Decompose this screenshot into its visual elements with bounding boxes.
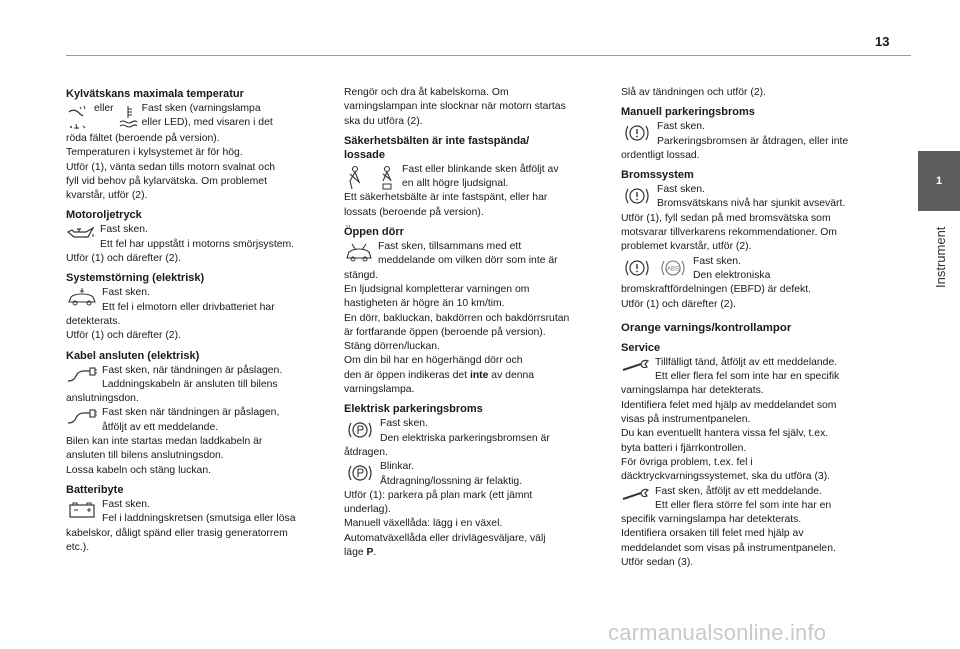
open-door-icon (344, 242, 374, 264)
text-line: en allt högre ljudsignal. (402, 178, 509, 190)
heading-coolant-temp: Kylvätskans maximala temperatur (66, 88, 244, 100)
seat-belt-rear-icon (376, 165, 398, 191)
text-line: Fel i laddningskretsen (smutsiga eller lösa (102, 513, 296, 525)
heading-brake-system: Bromssystem (621, 169, 694, 182)
heading-open-door: Öppen dörr (344, 226, 404, 239)
text-line: röda fältet (beroende på version). (66, 133, 220, 144)
text-line: Slå av tändningen och utför (2). (621, 87, 766, 98)
oil-can-icon (66, 225, 96, 241)
text-line: Fast sken, när tändningen är påslagen. (102, 364, 283, 376)
text-line: Fast sken. (102, 287, 150, 299)
chapter-label: Instrument (933, 226, 948, 289)
text-line: ska du utföra (2). (344, 115, 423, 127)
text-line: åtföljt av ett meddelande. (102, 421, 219, 433)
heading-electric-parking-brake: Elektrisk parkeringsbroms (344, 403, 483, 416)
seat-belt-icon (344, 165, 366, 191)
text-line: Fast sken. (657, 121, 705, 133)
text-line: etc.). (66, 541, 90, 553)
text-line: Den elektriska parkeringsbromsen är (380, 432, 550, 444)
text-line: meddelandet som visas på instrumentpanelen. (621, 542, 836, 554)
parking-brake-icon (344, 462, 376, 484)
text-line: För övriga problem, t.ex. fel i (621, 456, 753, 468)
text-line: Stäng dörren/luckan. (344, 341, 440, 353)
text-line: specifik varningslampa har detekterats. (621, 514, 802, 526)
text-line: Fast sken, tillsammans med ett (378, 241, 522, 253)
text-line: Ett säkerhetsbälte är inte fastspänt, eller har (344, 192, 548, 204)
heading-line: lossade (344, 148, 385, 161)
text-line: Åtdragning/lossning är felaktig. (380, 475, 523, 487)
chapter-tab-number: 1 (935, 175, 943, 187)
text-line: är fortfarande öppen (beroende på version). (344, 326, 546, 338)
text-line: Parkeringsbromsen är åtdragen, eller inte (657, 135, 849, 147)
text-line: Ett fel har uppstått i motorns smörjsystem. (100, 238, 295, 250)
text-line: fyll vid behov på kylarvätska. Om problemet (66, 175, 267, 187)
text-line: Tillfälligt tänd, åtföljt av ett meddelande. (655, 356, 838, 368)
text-line: varningslampan inte slocknar när motorn startas (344, 101, 566, 113)
text-line: ordentligt lossad. (621, 149, 700, 161)
column-1 (66, 82, 328, 555)
text-line: Den elektroniska (693, 269, 771, 281)
text-line: ansluten till bilens anslutningsdon. (66, 450, 224, 462)
heading-battery-charge: Batteribyte (66, 483, 124, 496)
text-line (344, 369, 602, 383)
text-line: Identifiera orsaken till felet med hjälp av (621, 528, 804, 540)
text-line: eller LED), med visaren i det (141, 117, 273, 129)
text-line: Utför (1), vänta sedan tills motorn svalnat och (66, 161, 276, 173)
brake-warning-icon (621, 257, 653, 279)
abs-icon (657, 257, 689, 279)
text-line: Ett eller flera fel som inte har en specifik (655, 371, 840, 383)
charging-cable-icon (66, 408, 98, 428)
text-line: Utför (1) och därefter (2). (621, 298, 736, 310)
text-line: visas på instrumentpanelen. (621, 414, 751, 426)
brake-warning-icon (621, 122, 653, 144)
wrench-icon (621, 487, 651, 503)
text-line: Fast sken. (380, 418, 428, 430)
heading-orange-warning-lamps: Orange varnings/kontrollampor (621, 321, 792, 334)
text-line: varningslampa har detekterats. (621, 385, 764, 397)
text-line: anslutningsdon. (66, 393, 139, 405)
or-text: eller (94, 103, 114, 114)
heading-service: Service (621, 341, 661, 354)
text-line: Utför (1), fyll sedan på med bromsvätska som (621, 212, 831, 224)
electric-car-fault-icon (66, 288, 98, 308)
heading-seat-belts (344, 134, 602, 162)
text-line: Utför sedan (3). (621, 557, 694, 569)
text-line: åtdragen. (344, 446, 388, 458)
column-2 (344, 82, 602, 560)
svg-text:(ABS): (ABS) (664, 266, 682, 273)
text-line: Manuell växellåda: lägg i en växel. (344, 518, 503, 530)
heading-cable-connected: Kabel ansluten (elektrisk) (66, 349, 200, 362)
text-line: Rengör och dra åt kabelskorna. Om (344, 87, 509, 98)
coolant-level-icon (118, 104, 138, 130)
header-rule (66, 55, 911, 56)
text-line: Fast sken, åtföljt av ett meddelande. (655, 485, 822, 497)
bold-word: inte (469, 369, 489, 381)
text-segment: den är öppen indikeras det (344, 369, 468, 381)
text-segment: läge (344, 547, 367, 559)
text-line: hastigheten är högre än 10 km/tim. (344, 298, 505, 310)
text-line: Bilen kan inte startas medan laddkabeln är (66, 436, 263, 448)
watermark: carmanualsonline.info (608, 620, 827, 645)
text-line: Temperaturen i kylsystemet är för hög. (66, 147, 243, 159)
text-line: Ett eller flera större fel som inte har en (655, 499, 832, 511)
text-line: Identifiera felet med hjälp av meddelandet som (621, 399, 837, 411)
text-segment: av denna (488, 369, 535, 381)
text-line: Ett fel i elmotorn eller drivbatteriet har (102, 301, 275, 313)
parking-brake-icon (344, 419, 376, 441)
text-line: Fast sken (varningslampa (141, 103, 261, 114)
text-line: Utför (1) och därefter (2). (66, 330, 181, 342)
coolant-temperature-icon (66, 104, 88, 132)
wrench-icon (621, 358, 651, 374)
text-segment: . (373, 547, 377, 559)
text-line: lossats (beroende på version). (344, 206, 484, 218)
text-line: Utför (1): parkera på plan mark (ett jämnt (344, 489, 533, 501)
text-line: varningslampa. (344, 384, 415, 396)
text-line: motsvarar tillverkarens rekommendationer. Om (621, 227, 837, 239)
brake-warning-icon (621, 185, 653, 207)
page-number: 13 (875, 34, 890, 49)
text-line: Utför (1) och därefter (2). (66, 253, 181, 265)
text-line: däcktryckvarningssystemet, ska du utföra (3). (621, 471, 831, 483)
battery-icon (66, 500, 98, 520)
bold-word: P (366, 547, 374, 559)
text-line: kabelskor, dåligt spänd eller trasig generatorrem (66, 527, 288, 539)
text-line: underlag). (344, 504, 391, 516)
text-line: Fast eller blinkande sken åtföljt av (402, 163, 559, 175)
heading-system-fault: Systemstörning (elektrisk) (66, 272, 205, 285)
chapter-tab[interactable] (918, 151, 960, 211)
text-line: Bromsvätskans nivå har sjunkit avsevärt. (657, 198, 846, 210)
text-line: Fast sken. (657, 184, 705, 196)
text-line: bromskraftfördelningen (EBFD) är defekt. (621, 284, 811, 296)
heading-line: Säkerhetsbälten är inte fastspända/ (344, 134, 530, 147)
text-line: meddelande om vilken dörr som inte är (378, 255, 558, 267)
text-line: Blinkar. (380, 461, 415, 473)
text-line: kvarstår, utför (2). (66, 190, 148, 202)
text-line: Lossa kabeln och stäng luckan. (66, 464, 211, 476)
text-line: Om din bil har en högerhängd dörr och (344, 355, 523, 367)
charging-cable-icon (66, 366, 98, 386)
text-line: Fast sken när tändningen är påslagen, (102, 407, 280, 419)
heading-manual-parking-brake: Manuell parkeringsbroms (621, 106, 755, 119)
text-line: Laddningskabeln är ansluten till bilens (102, 378, 278, 390)
text-line: Fast sken. (100, 224, 148, 236)
text-line (344, 546, 602, 560)
text-line: problemet kvarstår, utför (2). (621, 241, 752, 253)
text-line: Automatväxellåda eller drivlägesväljare, välj (344, 532, 546, 544)
heading-oil-pressure: Motoroljetryck (66, 209, 142, 222)
text-line: Fast sken. (693, 255, 741, 267)
text-line: En dörr, bakluckan, bakdörren och bakdörrsrutan (344, 312, 570, 324)
text-line: detekterats. (66, 315, 121, 327)
text-line: byta batteri i fjärrkontrollen. (621, 442, 747, 454)
text-line: Du kan eventuellt hantera vissa fel själv, t.ex. (621, 428, 829, 440)
text-line: stängd. (344, 269, 379, 281)
text-line: En ljudsignal kompletterar varningen om (344, 283, 530, 295)
column-3 (621, 82, 873, 570)
text-line: Fast sken. (102, 498, 150, 510)
